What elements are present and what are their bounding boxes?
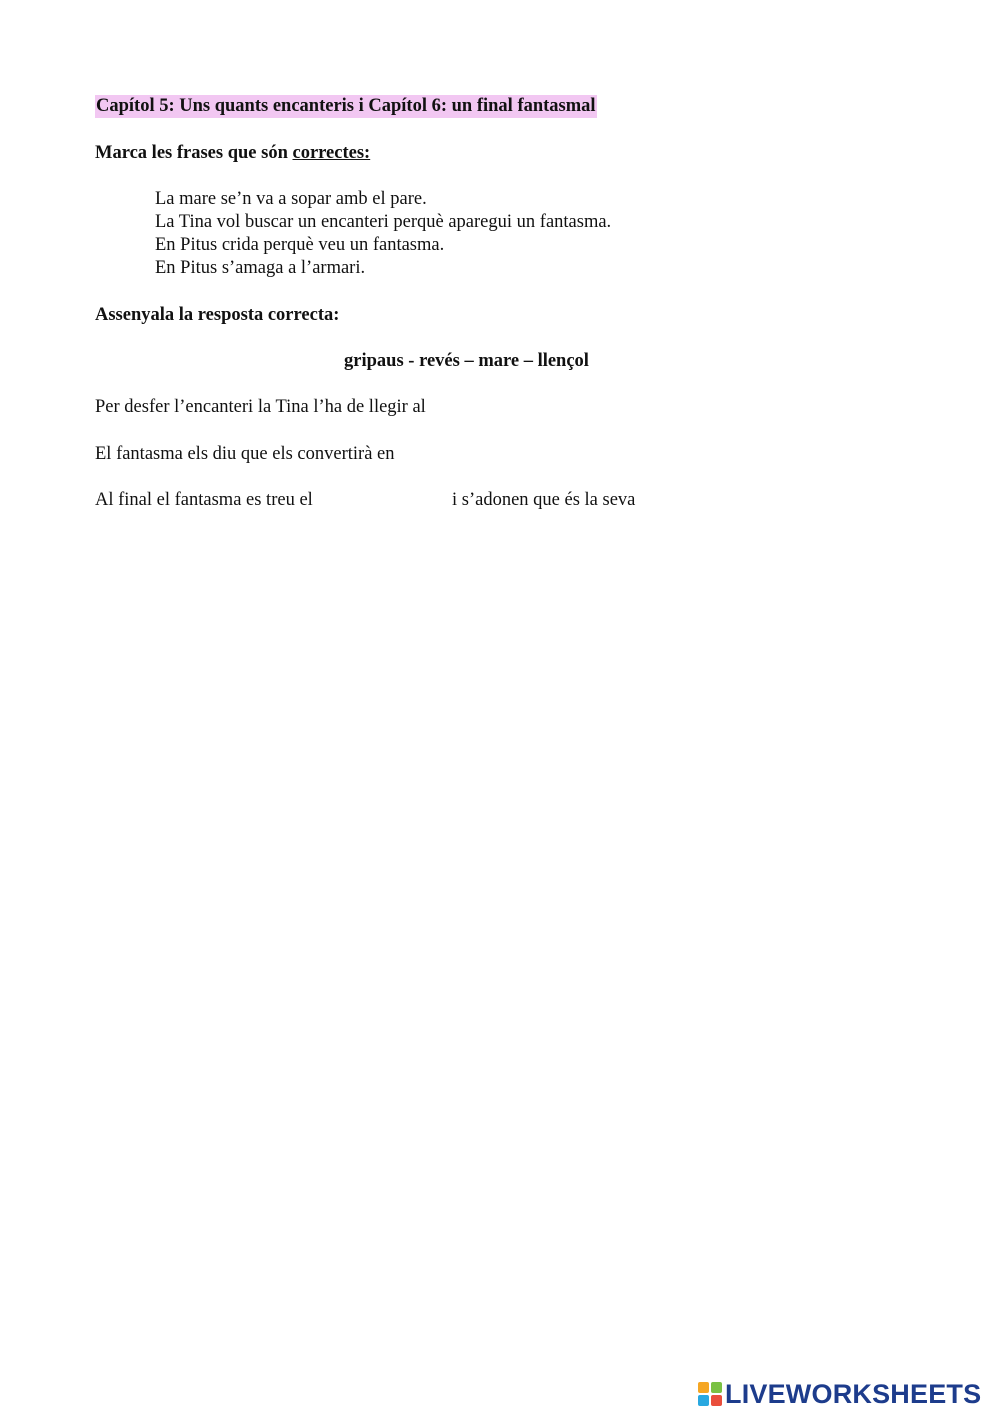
logo-blocks-icon [698, 1382, 722, 1406]
question-3-part2: i s’adonen que és la seva [452, 490, 636, 510]
statement-option-2[interactable]: La Tina vol buscar un encanteri perquè aparegui un fantasma. [155, 212, 612, 232]
statement-option-1[interactable]: La mare se’n va a sopar amb el pare. [155, 189, 427, 209]
question-1: Per desfer l’encanteri la Tina l’ha de llegir al [95, 397, 426, 417]
word-bank: gripaus - revés – mare – llençol [344, 351, 589, 371]
worksheet-title: Capítol 5: Uns quants encanteris i Capítol 6: un final fantasmal [96, 96, 596, 116]
logo-block-icon [711, 1395, 722, 1406]
section1-heading [95, 142, 370, 165]
question-2: El fantasma els diu que els convertirà en [95, 444, 395, 464]
logo-block-icon [698, 1382, 709, 1393]
statement-list [155, 188, 611, 280]
question-3-part1: Al final el fantasma es treu el [95, 490, 313, 510]
statement-option-4[interactable]: En Pitus s’amaga a l’armari. [155, 258, 366, 278]
section2-heading: Assenyala la resposta correcta: [95, 305, 340, 325]
liveworksheets-logo [698, 1379, 981, 1409]
statement-option-3[interactable]: En Pitus crida perquè veu un fantasma. [155, 235, 445, 255]
section1-heading-underlined: correctes: [292, 143, 371, 163]
section1-heading-text: Marca les frases que són [95, 143, 293, 163]
logo-text: LIVEWORKSHEETS [725, 1379, 982, 1409]
logo-block-icon [698, 1395, 709, 1406]
logo-block-icon [711, 1382, 722, 1393]
